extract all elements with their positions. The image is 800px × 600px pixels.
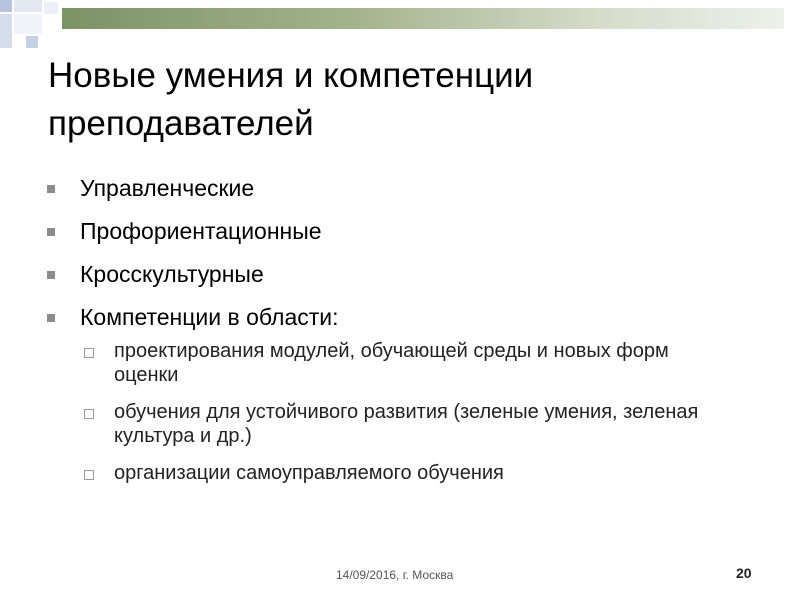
square-bullet-icon [47, 271, 55, 279]
decorative-squares [0, 0, 70, 55]
list-item [44, 174, 774, 202]
title-gradient-bar [62, 8, 784, 29]
sub-bullet-text: проектирования модулей, обучающей среды и новых форм оценки [114, 340, 669, 386]
footer-date-location: 14/09/2016, г. Москва [336, 568, 454, 582]
list-item [44, 260, 774, 288]
bullet-text: Управленческие [80, 175, 255, 201]
page-number: 20 [736, 565, 752, 581]
square-bullet-icon [47, 314, 55, 322]
slide-title: Новые умения и компетенции преподавателей [48, 56, 534, 143]
hollow-square-bullet-icon [84, 348, 94, 358]
bullet-text: Компетенции в области: [80, 304, 339, 330]
bullet-list [44, 174, 774, 346]
hollow-square-bullet-icon [84, 409, 94, 419]
decor-square [0, 14, 12, 48]
list-item [82, 400, 722, 448]
square-bullet-icon [47, 228, 55, 236]
list-item [44, 303, 774, 331]
square-bullet-icon [47, 185, 55, 193]
decor-square [44, 2, 58, 14]
list-item [44, 217, 774, 245]
list-item [82, 461, 722, 485]
list-item [82, 339, 722, 387]
decor-square [26, 36, 38, 48]
hollow-square-bullet-icon [84, 470, 94, 480]
sub-bullet-text: организации самоуправляемого обучения [114, 462, 504, 484]
bullet-text: Профориентационные [80, 218, 322, 244]
decor-square [0, 0, 12, 12]
decor-square [14, 14, 42, 34]
decor-square [14, 0, 42, 12]
bullet-text: Кросскультурные [80, 261, 264, 287]
sub-bullet-list [82, 339, 722, 498]
sub-bullet-text: обучения для устойчивого развития (зеленые умения, зеленая культура и др.) [114, 401, 699, 447]
